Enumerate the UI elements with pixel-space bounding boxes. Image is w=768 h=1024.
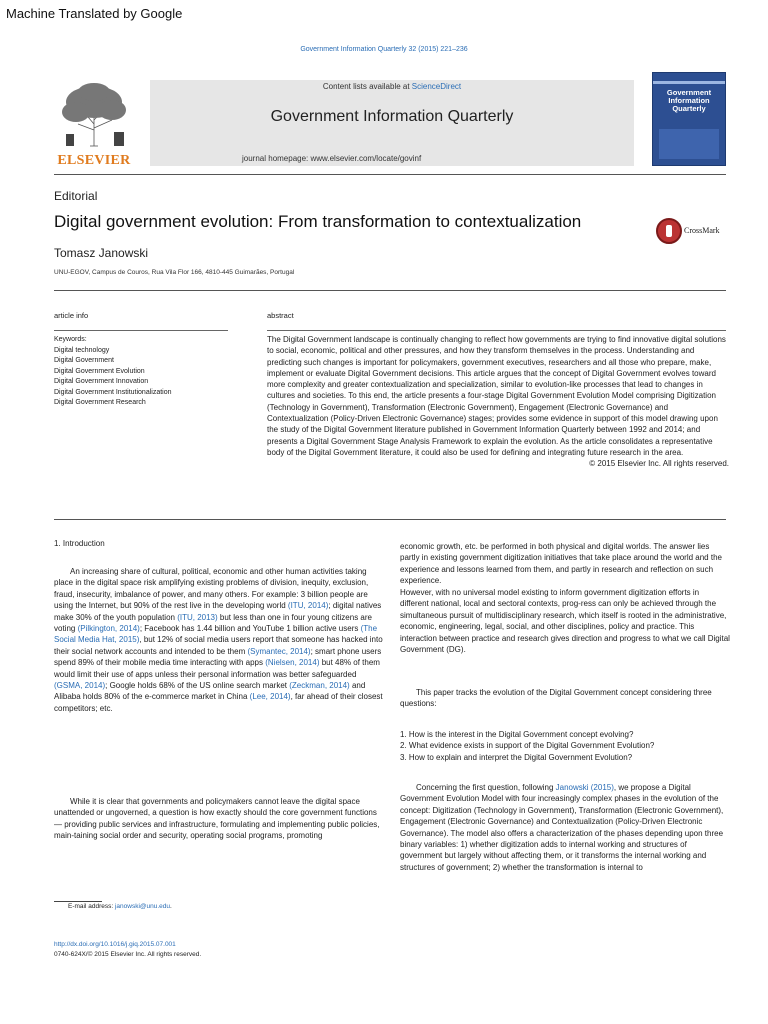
question-item: 3. How to explain and interpret the Digital Government Evolution? xyxy=(400,752,633,762)
citation-link[interactable]: (Symantec, 2014) xyxy=(247,646,311,656)
email-label: E-mail address: xyxy=(68,903,115,910)
abstract-divider xyxy=(54,519,726,520)
section-heading: 1. Introduction xyxy=(54,539,105,548)
article-info-heading: article info xyxy=(54,311,89,320)
doi-link[interactable]: http://dx.doi.org/10.1016/j.giq.2015.07.001 xyxy=(54,941,176,948)
email-link[interactable]: janowski@unu.edu xyxy=(114,903,170,910)
keyword: Digital Government Institutionalization xyxy=(54,388,172,396)
body-text: , far ahead of their closest competitors; etc. xyxy=(54,692,383,713)
cover-title: Government Information Quarterly xyxy=(666,88,712,113)
right-paragraph-4 xyxy=(400,782,730,873)
research-questions xyxy=(400,729,730,763)
issn-copyright: 0740-624X/© 2015 Elsevier Inc. All rights reserved. xyxy=(54,951,202,958)
article-title: Digital government evolution: From transformation to contextualization xyxy=(54,212,582,231)
journal-citation[interactable]: Government Information Quarterly 32 (2015) 221–236 xyxy=(300,46,468,53)
keyword: Digital Government xyxy=(54,357,114,364)
contents-prefix: Content lists available at xyxy=(322,82,412,91)
citation-link[interactable]: (Nielsen, 2014) xyxy=(265,658,320,668)
journal-masthead xyxy=(150,80,634,166)
citation-link[interactable]: (Zeckman, 2014) xyxy=(289,681,350,691)
abstract-copyright: © 2015 Elsevier Inc. All rights reserved. xyxy=(589,459,729,469)
citation-link[interactable]: (ITU, 2014) xyxy=(287,601,329,611)
info-divider xyxy=(54,290,726,291)
keywords-label: Keywords: xyxy=(54,336,87,343)
keyword: Digital Government Research xyxy=(54,399,146,406)
cover-art xyxy=(659,129,719,159)
citation-link[interactable]: (Pilkington, 2014) xyxy=(77,624,140,634)
sciencedirect-link[interactable]: ScienceDirect xyxy=(411,82,462,91)
intro-paragraph-1 xyxy=(54,566,384,714)
journal-homepage[interactable]: journal homepage: www.elsevier.com/locate/govinf xyxy=(242,154,422,163)
question-item: 2. What evidence exists in support of the Digital Government Evolution? xyxy=(400,741,655,751)
publisher-wordmark: ELSEVIER xyxy=(57,153,131,168)
body-text: ; digital natives make 30% of the youth population xyxy=(54,601,382,622)
keyword: Digital Government Innovation xyxy=(54,378,149,385)
header-divider xyxy=(54,174,726,175)
body-text: , but 12% of social media users report that someone has hacked into their social network accounts and intended to be them xyxy=(54,635,383,656)
citation-link[interactable]: (ITU, 2013) xyxy=(177,612,218,622)
question-item: 1. How is the interest in the Digital Government concept evolving? xyxy=(400,730,634,739)
translation-banner: Machine Translated by Google xyxy=(6,6,183,21)
body-text: An increasing share of cultural, political, economic and other human activities taking place in the digital space risk amplifying existing problems of division, inequity, exclusion, fraud, insecurity, imbalance of power, and many others. For example: 3 billion people are using the Internet, but 90% of the rest live in the developing world xyxy=(54,567,369,611)
email-end: . xyxy=(170,903,172,910)
body-text: but 48% of them would limit their use of apps unless their personal information was better safeguarded xyxy=(54,658,380,679)
journal-title: Government Information Quarterly xyxy=(270,108,514,125)
right-paragraph-1: economic growth, etc. be performed in both physical and digital worlds. The answer lies partly in existing government digitization initiatives that take place around the world and the experience and lessons learned from them, and partly in research and reflection on such experience. xyxy=(400,542,722,586)
citation-link[interactable]: (The Social Media Hat, 2015) xyxy=(54,624,378,645)
right-paragraph-3: This paper tracks the evolution of the Digital Government concept considering three questions: xyxy=(400,688,712,709)
crossmark-icon xyxy=(656,218,682,244)
right-paragraph-2: However, with no universal model existing to inform government digitization efforts in different national, local and sectoral contexts, prog-ress can only be achieved through the simultaneous pursuit of multidisciplinary research, which itself is rooted in the administrative, economic, engineering, legal, social, and other disciplines, policy and practice. This interaction between practice and research gives direction and progress to what we call Digital Government (DG). xyxy=(400,588,730,655)
elsevier-logo[interactable] xyxy=(54,80,134,166)
body-text: ; Facebook has 1.44 billion and YouTube 1 billion active users xyxy=(139,624,361,634)
body-text: ; smart phone users spend 89% of their mobile media time interacting with apps xyxy=(54,646,382,668)
tree-icon xyxy=(54,80,134,150)
email-footnote xyxy=(68,903,172,910)
crossmark-label: CrossMark xyxy=(684,226,720,235)
keyword: Digital technology xyxy=(54,346,110,354)
abstract-text: The Digital Government landscape is continually changing to reflect how governments are trying to find innovative digital solutions to social, economic, political and other pressures, and how they transform themselves in the process. Understanding and predicting such changes is important for policymakers, government executives, researchers and all those who prepare, make, implement or evaluate Digital Government decisions. This article argues that the concept of Digital Government evolves toward more complexity and greater contextualization and specialization, similar to evolution-like processes that lead to changes in cultures and societies. To this end, the article presents a four-stage Digital Government Evolution Model comprising Digitization (Technology in Government), Transformation (Electronic Government), Engagement (Electronic Governance) and Contextualization (Policy-Driven Electronic Governance) stages; provides some evidence in support of this model drawing upon the study of the Digital Government literature published in Government Information Quarterly between 1992 and 2014; and presents a Digital Government Stage Analysis Framework to explain the evolution. As the article consolidates a representative body of the Digital Government literature, it could also be used for defining and integrating future research in the area. xyxy=(267,335,726,457)
keyword: Digital Government Evolution xyxy=(54,367,145,375)
body-text: ; Google holds 68% of the US online search market xyxy=(105,681,290,691)
cover-stripe xyxy=(653,81,725,84)
abstract-body xyxy=(267,334,729,470)
abstract-rule xyxy=(267,330,726,331)
crossmark-badge[interactable] xyxy=(656,218,728,244)
citation-link[interactable]: Janowski (2015) xyxy=(555,783,614,792)
section-type: Editorial xyxy=(54,189,98,203)
intro-paragraph-2: While it is clear that governments and policymakers cannot leave the digital space unattended or ungoverned, a question is how exactly should the core government functions — providing public services and infrastructure, formulating and implementing public policies, main-taining social order and security, operating social programs, promoting xyxy=(54,797,380,841)
body-text: Concerning the first question, following xyxy=(416,783,556,792)
body-text: and Alibaba holds 80% of the e-commerce market in China xyxy=(54,681,366,702)
journal-cover[interactable] xyxy=(652,72,726,166)
contents-line xyxy=(150,82,634,91)
footnote-rule xyxy=(54,901,102,902)
body-text: , we propose a Digital Government Evolution Model with four increasingly complex phases in the evolution of the concept: Digitization (Technology in Government), Transformation (Electronic Government), Engagement (Electronic Governance) and Contextualization (Policy-Driven Electronic Governance). The model also offers a characterization of the phases depending upon three binary variables: 1) whether digitization adds to internal working and structures of government but largely without affecting them, or it transforms the internal working and structures of government; 2) whether the transformation is internal to xyxy=(400,783,724,872)
keywords-block xyxy=(54,335,244,409)
citation-link[interactable]: (Lee, 2014) xyxy=(249,692,291,702)
citation-link[interactable]: (GSMA, 2014) xyxy=(54,681,106,691)
article-info-rule xyxy=(54,330,228,331)
author-affiliation: UNU-EGOV, Campus de Couros, Rua Vila Flor 166, 4810-445 Guimarães, Portugal xyxy=(54,269,295,276)
body-text: but less than one in four young citizens are voting xyxy=(54,612,372,634)
author-name: Tomasz Janowski xyxy=(54,246,149,260)
abstract-heading: abstract xyxy=(267,311,294,320)
